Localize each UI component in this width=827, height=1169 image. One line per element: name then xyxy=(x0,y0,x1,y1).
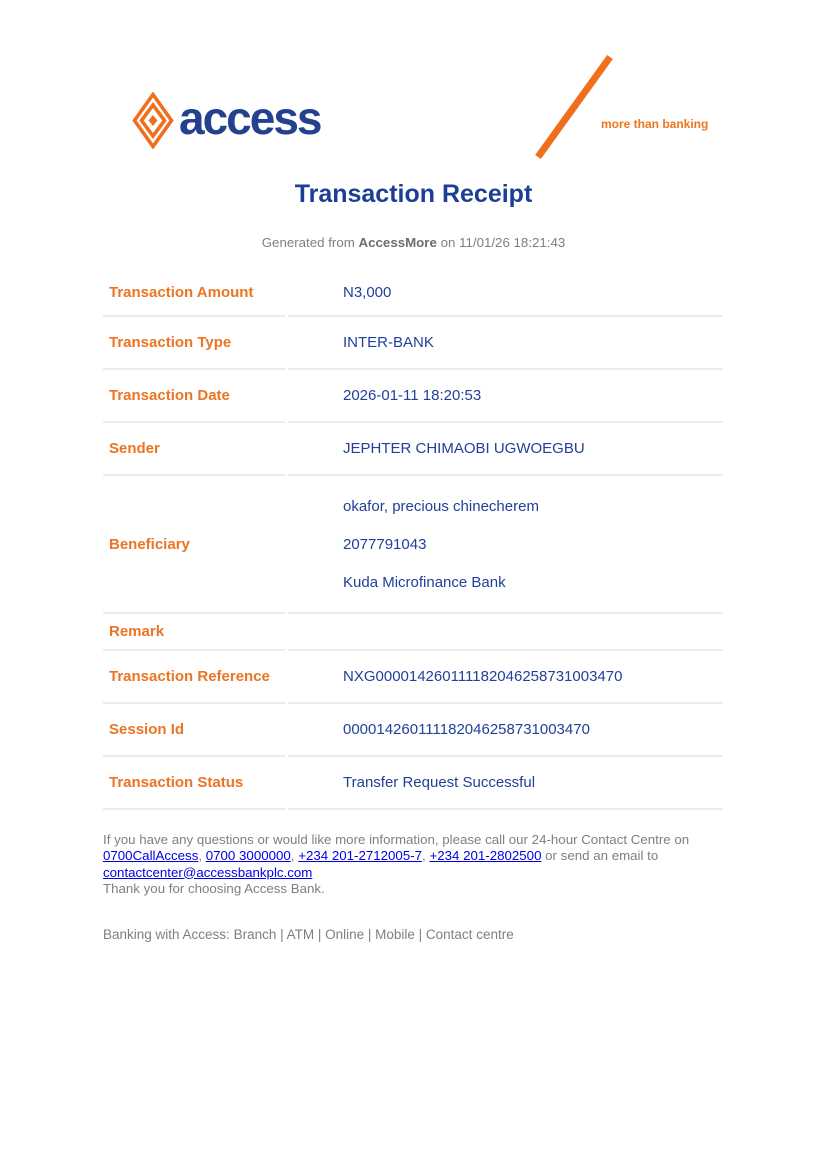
row-label: Sender xyxy=(103,423,285,476)
phone-link-234-201-2712005-7[interactable]: +234 201-2712005-7 xyxy=(298,848,423,864)
slash-icon xyxy=(533,53,615,161)
table-row-session-id xyxy=(103,704,723,757)
table-row-sender xyxy=(103,423,723,476)
row-label: Session Id xyxy=(103,704,285,757)
row-label: Transaction Date xyxy=(103,370,285,423)
beneficiary-bank: Kuda Microfinance Bank xyxy=(343,574,506,591)
separator: , xyxy=(422,848,430,864)
phone-link-234-201-2802500[interactable]: +234 201-2802500 xyxy=(429,848,542,864)
beneficiary-account-number: 2077791043 xyxy=(343,536,427,553)
receipt-table xyxy=(103,269,723,810)
table-row-transaction-reference xyxy=(103,651,723,704)
table-row-transaction-type xyxy=(103,317,723,370)
phone-link-0700-3000000[interactable]: 0700 3000000 xyxy=(205,848,291,864)
separator: , xyxy=(198,848,206,864)
footer-contacts-line xyxy=(103,848,747,864)
email-link[interactable]: contactcenter@accessbankplc.com xyxy=(103,864,313,880)
access-wordmark: access xyxy=(179,92,321,144)
separator: , xyxy=(290,848,299,864)
row-value: 000014260111182046258731003470 xyxy=(288,704,723,757)
row-value: JEPHTER CHIMAOBI UGWOEGBU xyxy=(288,423,723,476)
generated-line xyxy=(0,235,827,251)
table-row-transaction-status xyxy=(103,757,723,810)
email-intro: or send an email to xyxy=(541,848,659,864)
row-value: INTER-BANK xyxy=(288,317,723,370)
beneficiary-name: okafor, precious chinecherem xyxy=(343,498,539,515)
row-label: Beneficiary xyxy=(103,476,285,614)
generated-suffix: on 11/01/26 18:21:43 xyxy=(436,235,566,250)
banking-channels-line: Banking with Access: Branch | ATM | Online | Mobile | Contact centre xyxy=(103,927,514,943)
row-value xyxy=(288,476,723,614)
table-row-transaction-amount xyxy=(103,269,723,317)
page-title: Transaction Receipt xyxy=(294,180,533,208)
row-value: NXG000014260111182046258731003470 xyxy=(288,651,723,704)
thanks-line: Thank you for choosing Access Bank. xyxy=(103,880,325,896)
brand-tagline: more than banking xyxy=(601,117,709,131)
table-row-transaction-date xyxy=(103,370,723,423)
footer-intro-line: If you have any questions or would like more information, please call our 24-hour Contact Centre on xyxy=(103,832,690,847)
table-row-beneficiary xyxy=(103,476,723,614)
footer-note xyxy=(103,832,747,897)
row-label: Transaction Amount xyxy=(103,269,285,317)
phone-link-0700callaccess[interactable]: 0700CallAccess xyxy=(103,848,199,864)
brand-header xyxy=(0,0,827,160)
access-diamond-icon xyxy=(132,92,174,149)
row-value: 2026-01-11 18:20:53 xyxy=(288,370,723,423)
generated-prefix: Generated from xyxy=(261,235,359,250)
footer-email-line xyxy=(103,865,747,881)
row-value xyxy=(288,614,723,651)
row-label: Remark xyxy=(103,614,285,651)
generated-app-name: AccessMore xyxy=(358,235,437,250)
row-label: Transaction Reference xyxy=(103,651,285,704)
row-label: Transaction Status xyxy=(103,757,285,810)
row-value: Transfer Request Successful xyxy=(288,757,723,810)
row-value: N3,000 xyxy=(288,269,723,317)
table-row-remark xyxy=(103,614,723,651)
row-label: Transaction Type xyxy=(103,317,285,370)
